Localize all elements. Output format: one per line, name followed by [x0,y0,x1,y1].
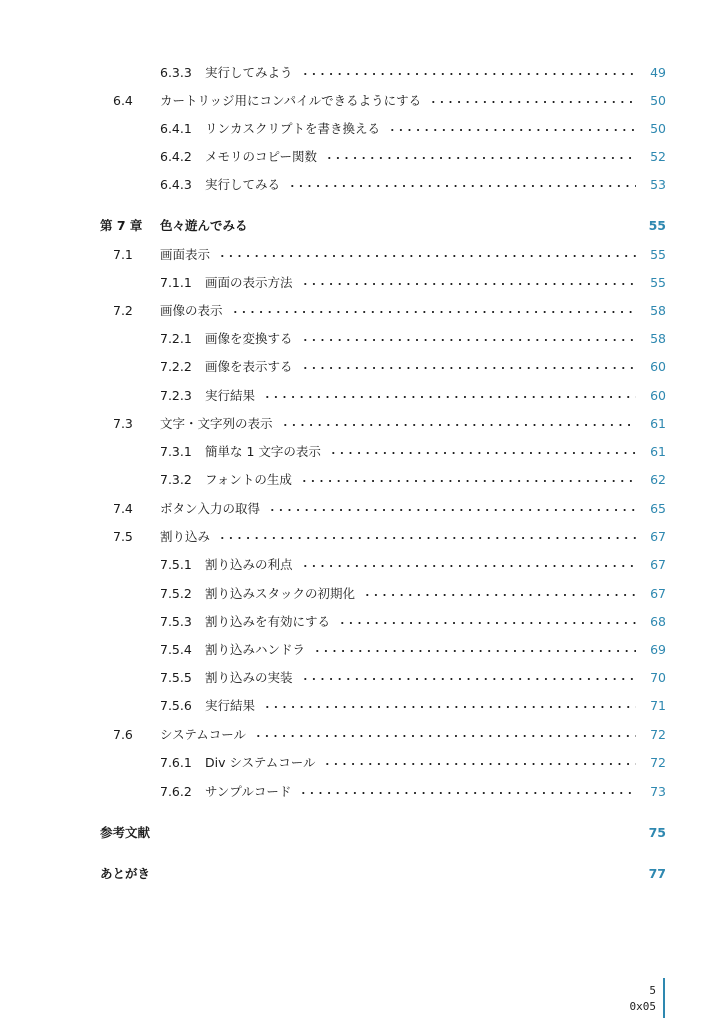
toc-page-number: 71 [650,697,666,713]
toc-entry[interactable] [160,781,666,801]
dot-leader [388,128,636,132]
toc-title: 参考文献 [100,825,151,840]
toc-title: 画面表示 [160,247,211,262]
toc-title: ボタン入力の取得 [160,501,261,516]
toc-entry[interactable] [160,667,666,687]
dot-leader [299,791,636,795]
toc-page-number: 61 [650,443,666,459]
toc-title: フォントの生成 [205,472,292,487]
toc-page-number: 58 [650,330,666,346]
toc-page-number: 65 [650,500,666,516]
toc-page-number: 77 [648,865,666,881]
toc-backmatter[interactable] [100,863,666,883]
toc-entry[interactable] [160,441,666,461]
toc-title: 割り込みを有効にする [205,614,331,629]
dot-leader [281,423,636,427]
toc-page-number: 49 [650,64,666,80]
toc-entry[interactable] [160,752,666,772]
dot-leader [338,621,636,625]
toc-entry[interactable] [160,272,666,292]
toc-number: 6.4 [113,92,133,108]
dot-leader [329,451,636,455]
toc-entry[interactable] [113,413,666,433]
toc-title: 文字・文字列の表示 [160,416,273,431]
toc-number: 7.5.6 [160,697,192,713]
toc-title: 画像を変換する [205,331,293,346]
dot-leader [301,338,636,342]
toc-page-number: 55 [648,217,666,233]
toc-number: 7.5.4 [160,641,192,657]
toc-number: 7.2 [113,302,133,318]
dot-leader [301,677,636,681]
toc-title: 画面の表示方法 [205,275,293,290]
toc-number: 7.2.3 [160,387,192,403]
toc-entry[interactable] [113,526,666,546]
toc-number: 7.2.1 [160,330,192,346]
toc-entry[interactable] [160,554,666,574]
toc-page-number: 69 [650,641,666,657]
toc-title: システムコール [160,727,247,742]
toc-page-number: 55 [650,246,666,262]
toc-entry[interactable] [160,611,666,631]
toc-number: 7.3.2 [160,471,192,487]
toc-page-number: 75 [648,824,666,840]
toc-title: 割り込みハンドラ [205,642,306,657]
toc-number: 7.5.1 [160,556,192,572]
dot-leader [263,395,636,399]
toc-title: メモリのコピー関数 [205,149,318,164]
toc-page-number: 67 [650,585,666,601]
dot-leader [301,366,636,370]
toc-title: 割り込みの利点 [205,557,293,572]
toc-number: 6.4.2 [160,148,192,164]
toc-page-number: 55 [650,274,666,290]
toc-backmatter[interactable] [100,822,666,842]
page-number: 5 [649,984,656,997]
toc-number: 7.1.1 [160,274,192,290]
toc-entry[interactable] [160,469,666,489]
toc-entry[interactable] [160,62,666,82]
toc-number: 7.5.5 [160,669,192,685]
toc-entry[interactable] [113,90,666,110]
toc-entry[interactable] [113,498,666,518]
dot-leader [288,184,636,188]
toc-page-number: 72 [650,754,666,770]
toc-number: 7.6.2 [160,783,192,799]
dot-leader [301,282,636,286]
toc-number: 7.2.2 [160,358,192,374]
toc-title: サンプルコード [205,784,292,799]
toc-title: リンカスクリプトを書き換える [205,121,381,136]
toc-title: 実行してみる [205,177,281,192]
toc-entry[interactable] [113,244,666,264]
toc-page-number: 60 [650,387,666,403]
dot-leader [300,479,636,483]
dot-leader [254,734,636,738]
toc-entry[interactable] [160,118,666,138]
toc-number: 7.5 [113,528,133,544]
toc-number: 7.1 [113,246,133,262]
toc-title: 実行してみよう [205,65,293,80]
toc-title: 割り込みスタックの初期化 [205,586,356,601]
dot-leader [301,72,636,76]
toc-entry[interactable] [160,328,666,348]
toc-number: 7.6 [113,726,133,742]
dot-leader [363,593,636,597]
dot-leader [429,100,636,104]
toc-entry[interactable] [113,300,666,320]
toc-entry[interactable] [160,146,666,166]
dot-leader [301,564,636,568]
toc-number: 7.3 [113,415,133,431]
dot-leader [325,156,636,160]
dot-leader [231,310,636,314]
toc-entry[interactable] [160,695,666,715]
toc-entry[interactable] [113,724,666,744]
toc-page-number: 58 [650,302,666,318]
toc-page-number: 61 [650,415,666,431]
toc-title: 画像を表示する [205,359,293,374]
toc-page-number: 50 [650,92,666,108]
toc-number: 7.4 [113,500,133,516]
toc-page-number: 53 [650,176,666,192]
dot-leader [268,508,636,512]
dot-leader [323,762,636,766]
toc-entry[interactable] [160,356,666,376]
dot-leader [218,536,636,540]
toc-title: あとがき [100,866,151,881]
toc-title: 割り込みの実装 [205,670,293,685]
toc-number: 7.6.1 [160,754,192,770]
toc-page-number: 62 [650,471,666,487]
toc-title: Div システムコール [205,755,316,770]
toc-page-number: 60 [650,358,666,374]
toc-page-number: 67 [650,528,666,544]
toc-number: 6.4.3 [160,176,192,192]
toc-page-number: 67 [650,556,666,572]
toc-number: 6.4.1 [160,120,192,136]
toc-number: 6.3.3 [160,64,192,80]
toc-page-number: 52 [650,148,666,164]
toc-title: 実行結果 [205,698,256,713]
toc-title: 色々遊んでみる [160,218,248,233]
toc-page-number: 68 [650,613,666,629]
footer-accent-bar [663,978,665,1018]
toc-number: 7.5.2 [160,585,192,601]
dot-leader [218,254,636,258]
toc-number: 第 7 章 [100,218,143,233]
toc-title: 画像の表示 [160,303,223,318]
toc-page-number: 70 [650,669,666,685]
toc-page-number: 72 [650,726,666,742]
toc-title: 簡単な 1 文字の表示 [205,444,321,459]
toc-title: 割り込み [160,529,211,544]
dot-leader [263,705,636,709]
toc-entry[interactable] [160,174,666,194]
toc-chapter[interactable] [100,215,666,235]
toc-number: 7.5.3 [160,613,192,629]
toc-title: 実行結果 [205,388,256,403]
page-number-hex: 0x05 [629,1000,656,1013]
toc-entry[interactable] [160,639,666,659]
toc-number: 7.3.1 [160,443,192,459]
toc-entry[interactable] [160,583,666,603]
toc-title: カートリッジ用にコンパイルできるようにする [160,93,422,108]
toc-page-number: 50 [650,120,666,136]
toc-entry[interactable] [160,385,666,405]
toc-page-number: 73 [650,783,666,799]
dot-leader [313,649,636,653]
